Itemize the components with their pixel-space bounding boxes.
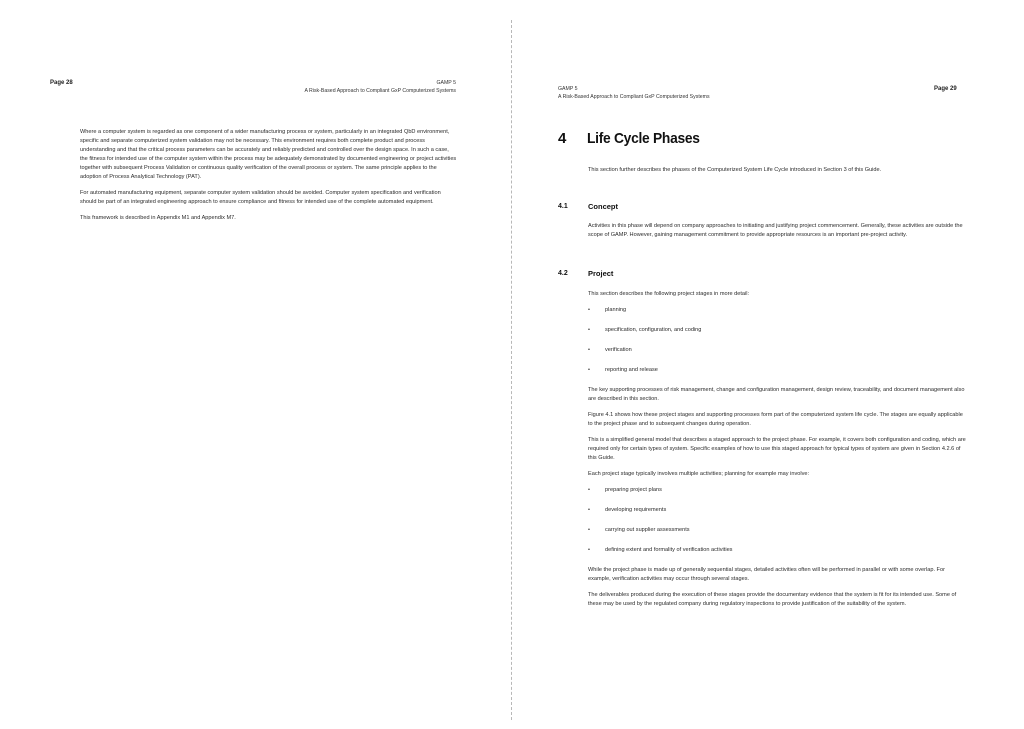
bullet: • bbox=[588, 307, 590, 313]
bullet: • bbox=[588, 327, 590, 333]
header-title: GAMP 5 bbox=[436, 80, 456, 86]
list-item-text: planning bbox=[605, 307, 627, 313]
list-item-text: verification bbox=[605, 347, 632, 353]
paragraph: This section further describes the phases of the Computerized System Life Cycle introduced in Section 3 of this Guide. bbox=[588, 167, 882, 173]
paragraph: Each project stage typically involves multiple activities; planning for example may involve: bbox=[588, 471, 810, 477]
header-title: GAMP 5 bbox=[558, 86, 578, 92]
paragraph: For automated manufacturing equipment, separate computer system validation should be avoided. Computer system specification and verification should be part of an integrated engineering approach to ensure compliance and fitness for intended use of the complete automated equipment. bbox=[80, 190, 441, 205]
bullet: • bbox=[588, 347, 590, 353]
paragraph: This is a simplified general model that describes a staged approach to the project phase. For example, it covers both configuration and coding, which are required only for certain types of system. Specific examples of how to use this staged approach for typical types of system are given in Section 4.2.6 of this Guide. bbox=[588, 437, 966, 461]
list-item bbox=[588, 506, 968, 515]
paragraph: The key supporting processes of risk management, change and configuration management, design review, traceability, and document management also are described in this section. bbox=[588, 387, 965, 402]
header-subtitle: A Risk-Based Approach to Compliant GxP Computerized Systems bbox=[304, 87, 456, 94]
chapter-number: 4 bbox=[558, 130, 567, 147]
planning-activities-list bbox=[588, 486, 968, 555]
running-header bbox=[200, 80, 456, 95]
right-page bbox=[512, 0, 1024, 729]
list-item bbox=[588, 306, 968, 315]
list-item-text: reporting and release bbox=[605, 367, 658, 373]
list-item-text: specification, configuration, and coding bbox=[605, 327, 702, 333]
header-subtitle: A Risk-Based Approach to Compliant GxP Computerized Systems bbox=[558, 93, 710, 100]
list-item bbox=[588, 366, 968, 375]
paragraph: While the project phase is made up of generally sequential stages, detailed activities often will be performed in parallel or with some overlap. For example, verification activities may occur through several stages. bbox=[588, 567, 945, 582]
paragraph: This framework is described in Appendix M1 and Appendix M7. bbox=[80, 215, 236, 221]
page-number: Page 28 bbox=[50, 80, 73, 86]
bullet: • bbox=[588, 547, 590, 553]
left-body bbox=[80, 128, 458, 230]
list-item bbox=[588, 326, 968, 335]
page-number: Page 29 bbox=[934, 86, 957, 92]
chapter-intro bbox=[588, 166, 968, 182]
chapter-title: Life Cycle Phases bbox=[587, 130, 700, 147]
bullet: • bbox=[588, 527, 590, 533]
section-4-1-body bbox=[588, 222, 968, 247]
list-item bbox=[588, 526, 968, 535]
paragraph: The deliverables produced during the execution of these stages provide the documentary evidence that the system is fit for its intended use. Some of these may be used by the regulated company during regulatory inspections to provide justification of the suitability of the system. bbox=[588, 592, 957, 607]
section-4-2-body bbox=[588, 290, 968, 616]
section-number: 4.1 bbox=[558, 203, 568, 210]
list-item bbox=[588, 346, 968, 355]
section-title: Concept bbox=[588, 202, 618, 211]
list-item-text: carrying out supplier assessments bbox=[605, 527, 690, 533]
section-title: Project bbox=[588, 269, 614, 278]
project-stages-list bbox=[588, 306, 968, 375]
running-header bbox=[558, 86, 858, 101]
bullet: • bbox=[588, 487, 590, 493]
paragraph: This section describes the following project stages in more detail: bbox=[588, 291, 750, 297]
paragraph: Activities in this phase will depend on company approaches to initiating and justifying project commencement. Generally, these activities are outside the scope of GAMP. However, gaining management commitment to provide appropriate resources is an important pre-project activity. bbox=[588, 223, 963, 238]
list-item bbox=[588, 486, 968, 495]
list-item bbox=[588, 546, 968, 555]
list-item-text: developing requirements bbox=[605, 507, 667, 513]
list-item-text: preparing project plans bbox=[605, 487, 662, 493]
paragraph: Figure 4.1 shows how these project stages and supporting processes form part of the computerized system life cycle. The stages are equally applicable to the project phase and to subsequent changes during operation. bbox=[588, 412, 963, 427]
bullet: • bbox=[588, 367, 590, 373]
section-number: 4.2 bbox=[558, 270, 568, 277]
bullet: • bbox=[588, 507, 590, 513]
list-item-text: defining extent and formality of verification activities bbox=[605, 547, 733, 553]
paragraph: Where a computer system is regarded as one component of a wider manufacturing process or system, particularly in an integrated QbD environment, specific and separate computerized system validation may not be necessary. This environment requires both complete product and process understanding and that the critical process parameters can be accurately and reliably predicted and controlled over the design space. In such a case, the fitness for intended use of the computer system within the process may be adequately demonstrated by documented engineering or project activities together with subsequent Process Validation or continuous quality verification of the overall process or system. The same principle applies to the adoption of Process Analytical Technology (PAT). bbox=[80, 129, 457, 180]
